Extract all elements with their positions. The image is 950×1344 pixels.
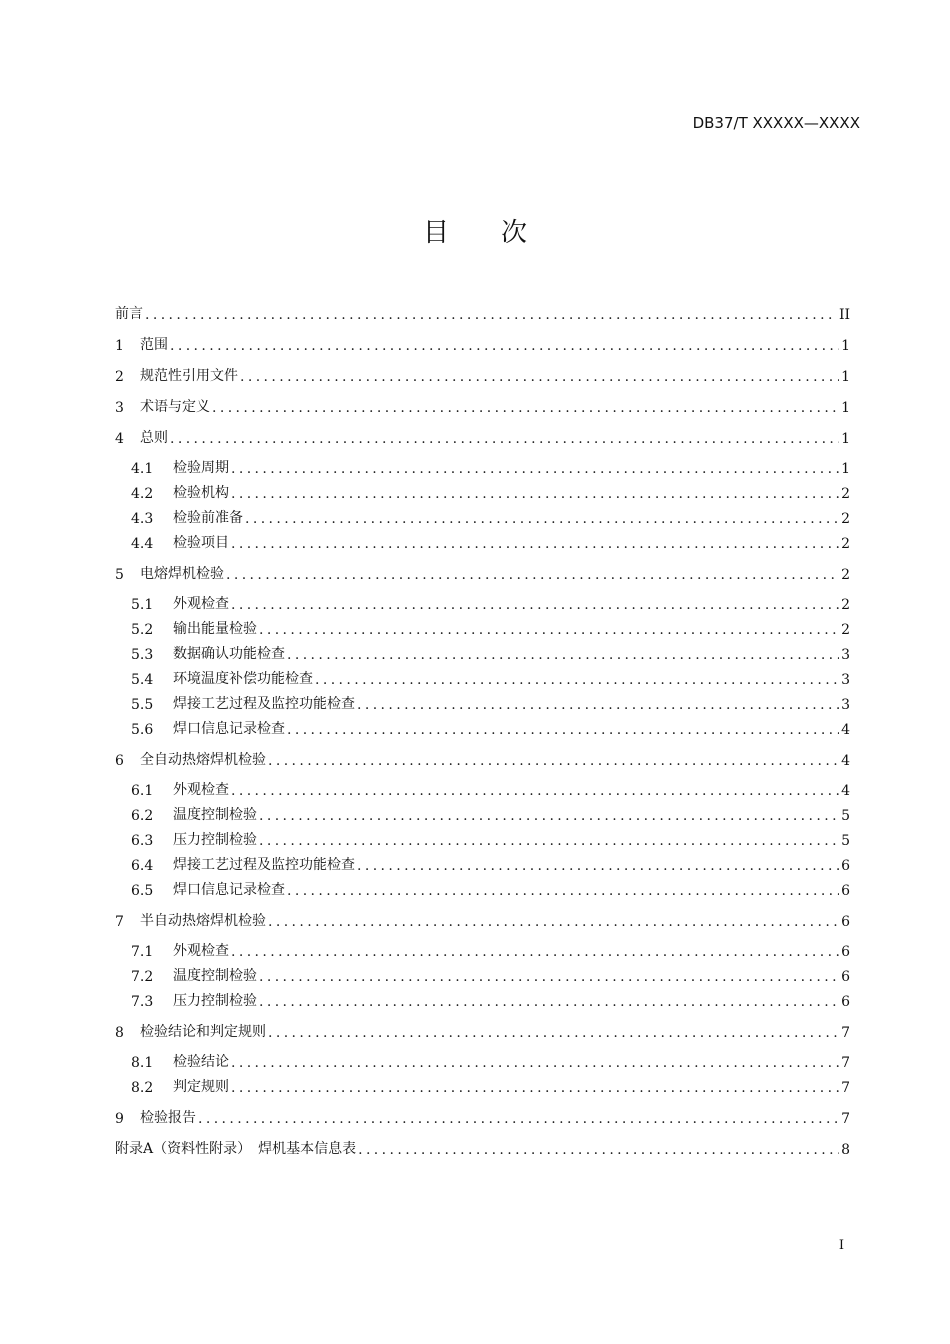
toc-entry[interactable]	[115, 1102, 850, 1127]
toc-entry-page: 1	[841, 338, 850, 354]
toc-entry-number: 4.3	[131, 511, 154, 527]
toc-entry-page: 7	[841, 1025, 850, 1041]
toc-entry-number: 3	[115, 400, 124, 416]
dot-leader	[231, 1080, 839, 1096]
toc-entry-label: 全自动热熔焊机检验	[140, 752, 266, 768]
dot-leader	[231, 536, 839, 552]
toc-entry[interactable]	[115, 799, 850, 824]
dot-leader	[245, 511, 839, 527]
toc-entry-page: 4	[841, 753, 850, 769]
toc-entry-number: 6.1	[131, 783, 154, 799]
dot-leader	[259, 622, 839, 638]
toc-entry-label: 环境温度补偿功能检查	[173, 671, 313, 687]
toc-entry-label: 压力控制检验	[173, 993, 257, 1009]
toc-entry[interactable]	[115, 477, 850, 502]
toc-entry[interactable]	[115, 298, 850, 323]
toc-entry-label: 外观检查	[173, 596, 229, 612]
toc-entry-number: 4	[115, 431, 124, 447]
toc-entry[interactable]	[115, 824, 850, 849]
page-number: I	[838, 1238, 844, 1253]
dot-leader	[231, 461, 839, 477]
toc-entry-page: 3	[841, 647, 850, 663]
dot-leader	[240, 369, 839, 385]
toc-entry-label: 焊接工艺过程及监控功能检查	[173, 857, 355, 873]
dot-leader	[259, 994, 839, 1010]
toc-entry-page: 2	[841, 536, 850, 552]
toc-entry[interactable]	[115, 527, 850, 552]
toc-entry-label: 检验报告	[140, 1110, 196, 1126]
dot-leader	[268, 914, 839, 930]
dot-leader	[170, 338, 839, 354]
toc-entry-page: 2	[841, 511, 850, 527]
toc-entry-page: 6	[841, 883, 850, 899]
toc-entry-label: 规范性引用文件	[140, 368, 238, 384]
dot-leader	[231, 783, 839, 799]
toc-entry-label: 输出能量检验	[173, 621, 257, 637]
dot-leader	[145, 307, 837, 323]
toc-entry-number: 5.5	[131, 697, 154, 713]
toc-entry-page: 1	[841, 400, 850, 416]
toc-entry-number: 5.4	[131, 672, 154, 688]
toc-entry[interactable]	[115, 1133, 850, 1158]
toc-entry-number: 5.2	[131, 622, 154, 638]
toc-entry[interactable]	[115, 849, 850, 874]
toc-entry-number: 2	[115, 369, 124, 385]
toc-entry-label: 焊口信息记录检查	[173, 721, 285, 737]
toc-entry-label: 温度控制检验	[173, 968, 257, 984]
toc-entry-number: 6.3	[131, 833, 154, 849]
toc-entry[interactable]	[115, 422, 850, 447]
toc-entry-number: 6.4	[131, 858, 154, 874]
dot-leader	[287, 883, 839, 899]
toc-entry-number: 7.2	[131, 969, 154, 985]
toc-entry-label: 检验结论和判定规则	[140, 1024, 266, 1040]
toc-entry-page: 6	[841, 994, 850, 1010]
toc-entry-label: 总则	[140, 430, 168, 446]
toc-entry-number: 5.1	[131, 597, 154, 613]
toc-entry-label: 检验机构	[173, 485, 229, 501]
dot-leader	[287, 647, 839, 663]
dot-leader	[170, 431, 839, 447]
toc-entry-label: 检验结论	[173, 1054, 229, 1070]
toc-entry-number: 9	[115, 1111, 124, 1127]
dot-leader	[259, 833, 839, 849]
toc-entry-page: 1	[841, 431, 850, 447]
toc-entry[interactable]	[115, 874, 850, 899]
dot-leader	[226, 567, 839, 583]
toc-entry-page: 4	[841, 722, 850, 738]
toc-entry-number: 5.6	[131, 722, 154, 738]
toc-entry-label: 范围	[140, 337, 168, 353]
toc-entry-label: 半自动热熔焊机检验	[140, 913, 266, 929]
toc-entry-page: 7	[841, 1080, 850, 1096]
toc-entry[interactable]	[115, 960, 850, 985]
toc-entry-page: 4	[841, 783, 850, 799]
toc-entry[interactable]	[115, 502, 850, 527]
table-of-contents	[115, 298, 850, 1158]
toc-entry[interactable]	[115, 905, 850, 930]
dot-leader	[357, 697, 839, 713]
toc-entry[interactable]	[115, 688, 850, 713]
toc-entry-number: 5.3	[131, 647, 154, 663]
toc-entry-page: 2	[841, 567, 850, 583]
toc-entry[interactable]	[115, 1071, 850, 1096]
toc-entry[interactable]	[115, 391, 850, 416]
toc-entry-label: 压力控制检验	[173, 832, 257, 848]
toc-entry-label: 判定规则	[173, 1079, 229, 1095]
dot-leader	[357, 858, 839, 874]
toc-entry-label: 焊接工艺过程及监控功能检查	[173, 696, 355, 712]
toc-entry-number: 7	[115, 914, 124, 930]
toc-entry-page: 2	[841, 597, 850, 613]
toc-entry[interactable]	[115, 1016, 850, 1041]
toc-entry[interactable]	[115, 935, 850, 960]
toc-entry-page: 7	[841, 1055, 850, 1071]
dot-leader	[259, 808, 839, 824]
toc-entry[interactable]	[115, 663, 850, 688]
toc-entry-number: 4.4	[131, 536, 154, 552]
toc-entry-number: 8.1	[131, 1055, 154, 1071]
toc-entry-page: 1	[841, 369, 850, 385]
toc-entry[interactable]	[115, 985, 850, 1010]
toc-entry-label: 前言	[115, 306, 143, 322]
toc-entry-number: 6.5	[131, 883, 154, 899]
toc-entry-number: 7.3	[131, 994, 154, 1010]
dot-leader	[287, 722, 839, 738]
toc-entry-page: 3	[841, 672, 850, 688]
toc-entry[interactable]	[115, 613, 850, 638]
toc-entry-label: 术语与定义	[140, 399, 210, 415]
toc-entry-page: 5	[841, 808, 850, 824]
toc-entry-label: 电熔焊机检验	[140, 566, 224, 582]
toc-entry-page: 7	[841, 1111, 850, 1127]
toc-entry-label: 温度控制检验	[173, 807, 257, 823]
dot-leader	[259, 969, 839, 985]
toc-entry-number: 8	[115, 1025, 124, 1041]
toc-entry-page: II	[838, 307, 850, 323]
toc-entry[interactable]	[115, 638, 850, 663]
toc-entry-number: 4.1	[131, 461, 154, 477]
page-title: 目次	[422, 218, 579, 248]
toc-entry-page: 2	[841, 486, 850, 502]
dot-leader	[231, 597, 839, 613]
toc-entry-number: 4.2	[131, 486, 154, 502]
dot-leader	[358, 1142, 839, 1158]
toc-entry-page: 5	[841, 833, 850, 849]
toc-entry-label: 检验周期	[173, 460, 229, 476]
toc-entry-label: 检验前准备	[173, 510, 243, 526]
toc-entry-label: 附录A（资料性附录） 焊机基本信息表	[115, 1141, 357, 1157]
toc-entry-page: 3	[841, 697, 850, 713]
toc-entry[interactable]	[115, 713, 850, 738]
toc-entry-page: 6	[841, 944, 850, 960]
toc-entry-number: 6	[115, 753, 124, 769]
toc-entry-number: 8.2	[131, 1080, 154, 1096]
dot-leader	[198, 1111, 839, 1127]
toc-entry-page: 6	[841, 969, 850, 985]
dot-leader	[231, 486, 839, 502]
toc-entry-label: 焊口信息记录检查	[173, 882, 285, 898]
dot-leader	[315, 672, 839, 688]
toc-entry[interactable]	[115, 329, 850, 354]
toc-entry-number: 6.2	[131, 808, 154, 824]
toc-entry-label: 外观检查	[173, 943, 229, 959]
toc-entry[interactable]	[115, 588, 850, 613]
document-id: DB37/T XXXXX—XXXX	[692, 114, 860, 132]
dot-leader	[268, 753, 839, 769]
toc-entry-page: 6	[841, 858, 850, 874]
dot-leader	[212, 400, 839, 416]
toc-entry[interactable]	[115, 1046, 850, 1071]
toc-entry-label: 数据确认功能检查	[173, 646, 285, 662]
dot-leader	[268, 1025, 839, 1041]
toc-entry-number: 1	[115, 338, 124, 354]
toc-entry-number: 5	[115, 567, 124, 583]
dot-leader	[231, 1055, 839, 1071]
toc-entry-page: 6	[841, 914, 850, 930]
toc-entry-page: 8	[841, 1142, 850, 1158]
toc-entry-number: 7.1	[131, 944, 154, 960]
toc-entry-page: 2	[841, 622, 850, 638]
toc-entry-label: 检验项目	[173, 535, 229, 551]
toc-entry[interactable]	[115, 558, 850, 583]
dot-leader	[231, 944, 839, 960]
toc-entry[interactable]	[115, 360, 850, 385]
toc-entry[interactable]	[115, 744, 850, 769]
toc-entry[interactable]	[115, 452, 850, 477]
toc-entry-page: 1	[841, 461, 850, 477]
toc-entry[interactable]	[115, 774, 850, 799]
toc-entry-label: 外观检查	[173, 782, 229, 798]
